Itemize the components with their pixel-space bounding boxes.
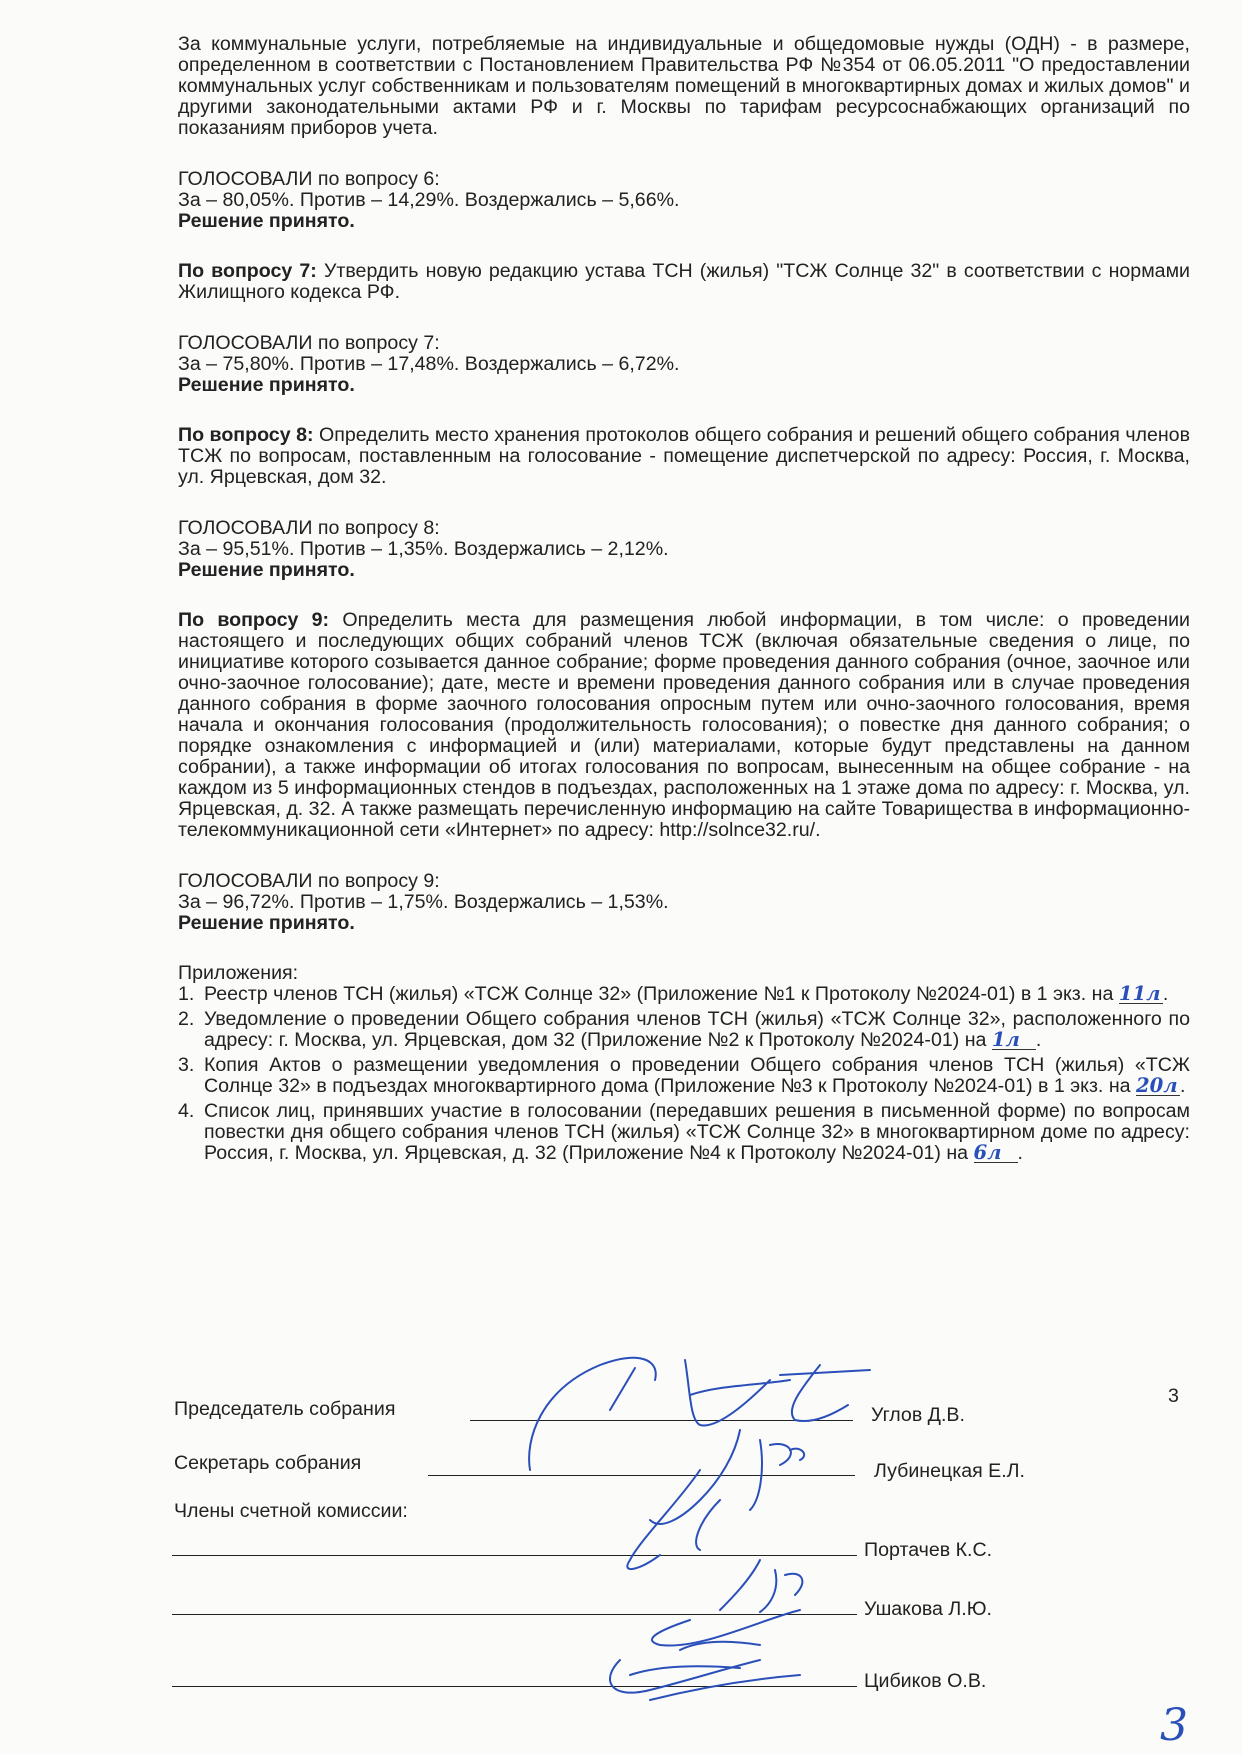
appendix-item: 4. Список лиц, принявших участие в голосовании (передавших решения в письменной форме) по вопросам повестки дня общего собрания членов ТСН (жилья) «ТСЖ Солнце 32» в многоквартирном доме по адресу: Россия, г. Москва, ул. Ярцевская, д. 32 (Приложение №4 к Протоколу №2024-01) на 6л . xyxy=(178,1100,1190,1164)
appendix-section xyxy=(178,963,1190,1164)
secretary-label: Секретарь собрания xyxy=(174,1452,362,1474)
vote-heading: ГОЛОСОВАЛИ по вопросу 6: xyxy=(178,168,440,190)
vote-block-7 xyxy=(178,333,1190,396)
document-body xyxy=(178,34,1190,1168)
secretary-signature-line xyxy=(428,1475,855,1476)
intro-paragraph: За коммунальные услуги, потребляемые на индивидуальные и общедомовые нужды (ОДН) - в размере, определенном в соответствии с Постановлением Правительства РФ №354 от 06.05.2011 "О предоставлении коммунальных услуг собственникам и пользователям помещений в многоквартирных домах и жилых домов" и другими законодательными актами РФ и г. Москвы по тарифам ресурсоснабжающих организаций по показаниям приборов учета. xyxy=(178,33,1190,139)
page-number: 3 xyxy=(1168,1385,1179,1407)
appendix-item: 2. Уведомление о проведении Общего собрания членов ТСН (жилья) «ТСЖ Солнце 32», расположенного по адресу: г. Москва, ул. Ярцевская, дом 32 (Приложение №2 к Протоколу №2024-01) на 1л . xyxy=(178,1008,1190,1051)
handwritten-sheet-count: 11л xyxy=(1119,985,1163,1004)
question-9 xyxy=(178,610,1190,841)
vote-result: За – 80,05%. Против – 14,29%. Воздержались – 5,66%. xyxy=(178,189,680,211)
question-text: Определить места для размещения любой информации, в том числе: о проведении настоящего и последующих общих собраний членов ТСЖ (включая обязательные сведения о лице, по инициативе которого созывается данное собрание; форме проведения данного собрания (очное, заочное или очно-заочное голосование); дате, месте и времени проведения данного собрания или в случае проведения данного собрания в форме заочного голосования опросным путем или очно-заочного голосования, время начала и окончания голосования (продолжительность голосования); о повестке дня данного собрания; о порядке ознакомления с информацией и (или) материалами, которые будут представлены на данном собрании), а также информации об итогах голосования по вопросам, вынесенным на общее собрание - на каждом из 5 информационных стендов в подъездах, расположенных на 1 этаже дома по адресу: г. Москва, ул. Ярцевская, д. 32. А также размещать перечисленную информацию на сайте Товарищества в информационно-телекоммуникационной сети «Интернет» по адресу: http://solnce32.ru/. xyxy=(178,609,1190,841)
chair-signature-icon xyxy=(529,1358,870,1470)
member2-name: Ушакова Л.Ю. xyxy=(864,1598,992,1620)
member3-name: Цибиков О.В. xyxy=(864,1670,987,1692)
member1-signature-line xyxy=(172,1555,857,1556)
vote-block-6 xyxy=(178,169,1190,232)
secretary-name: Лубинецкая Е.Л. xyxy=(874,1460,1025,1482)
appendix-item: 3. Копия Актов о размещении уведомления о проведении Общего собрания членов ТСН (жилья) «ТСЖ Солнце 32» в подъездах многоквартирного дома (Приложение №3 к Протоколу №2024-01) в 1 экз. на 20л . xyxy=(178,1054,1190,1097)
vote-heading: ГОЛОСОВАЛИ по вопросу 7: xyxy=(178,332,440,354)
question-label: По вопросу 9: xyxy=(178,609,330,631)
vote-result: За – 95,51%. Против – 1,35%. Воздержались – 2,12%. xyxy=(178,538,669,560)
vote-decision: Решение принято. xyxy=(178,912,355,934)
chair-signature-line xyxy=(470,1420,853,1421)
vote-decision: Решение принято. xyxy=(178,559,355,581)
member1-name: Портачев К.С. xyxy=(864,1539,993,1561)
member3-signature-icon xyxy=(610,1642,800,1700)
vote-heading: ГОЛОСОВАЛИ по вопросу 8: xyxy=(178,517,440,539)
appendix-title: Приложения: xyxy=(178,962,299,984)
question-label: По вопросу 8: xyxy=(178,424,314,446)
commission-label: Члены счетной комиссии: xyxy=(174,1500,408,1522)
secretary-signature-icon xyxy=(627,1430,804,1569)
member2-signature-line xyxy=(172,1614,857,1615)
question-8 xyxy=(178,425,1190,488)
question-text: Утвердить новую редакцию устава ТСН (жилья) "ТСЖ Солнце 32" в соответствии с нормами Жилищного кодекса РФ. xyxy=(178,260,1190,303)
handwritten-sheet-count: 20л xyxy=(1136,1077,1180,1096)
handwritten-sheet-count: 1л xyxy=(992,1031,1036,1050)
question-label: По вопросу 7: xyxy=(178,260,317,282)
question-text: Определить место хранения протоколов общего собрания и решений общего собрания членов ТСЖ по вопросам, поставленным на голосование - помещение диспетчерской по адресу: Россия, г. Москва, ул. Ярцевская, дом 32. xyxy=(178,424,1190,488)
vote-decision: Решение принято. xyxy=(178,210,355,232)
vote-result: За – 75,80%. Против – 17,48%. Воздержались – 6,72%. xyxy=(178,353,680,375)
appendix-item: 1. Реестр членов ТСН (жилья) «ТСЖ Солнце 32» (Приложение №1 к Протоколу №2024-01) в 1 экз. на 11л . xyxy=(178,982,1169,1005)
handwritten-sheet-count: 6л xyxy=(974,1144,1018,1163)
appendix-list xyxy=(178,984,1190,1164)
chair-name: Углов Д.В. xyxy=(871,1404,965,1426)
vote-decision: Решение принято. xyxy=(178,374,355,396)
handwritten-page-number: 3 xyxy=(1160,1700,1188,1751)
vote-block-8 xyxy=(178,518,1190,581)
chair-label: Председатель собрания xyxy=(174,1398,396,1420)
member2-signature-icon xyxy=(652,1560,802,1646)
vote-result: За – 96,72%. Против – 1,75%. Воздержались – 1,53%. xyxy=(178,891,669,913)
question-7 xyxy=(178,261,1190,303)
vote-block-9 xyxy=(178,871,1190,934)
vote-heading: ГОЛОСОВАЛИ по вопросу 9: xyxy=(178,870,440,892)
member3-signature-line xyxy=(172,1686,857,1687)
